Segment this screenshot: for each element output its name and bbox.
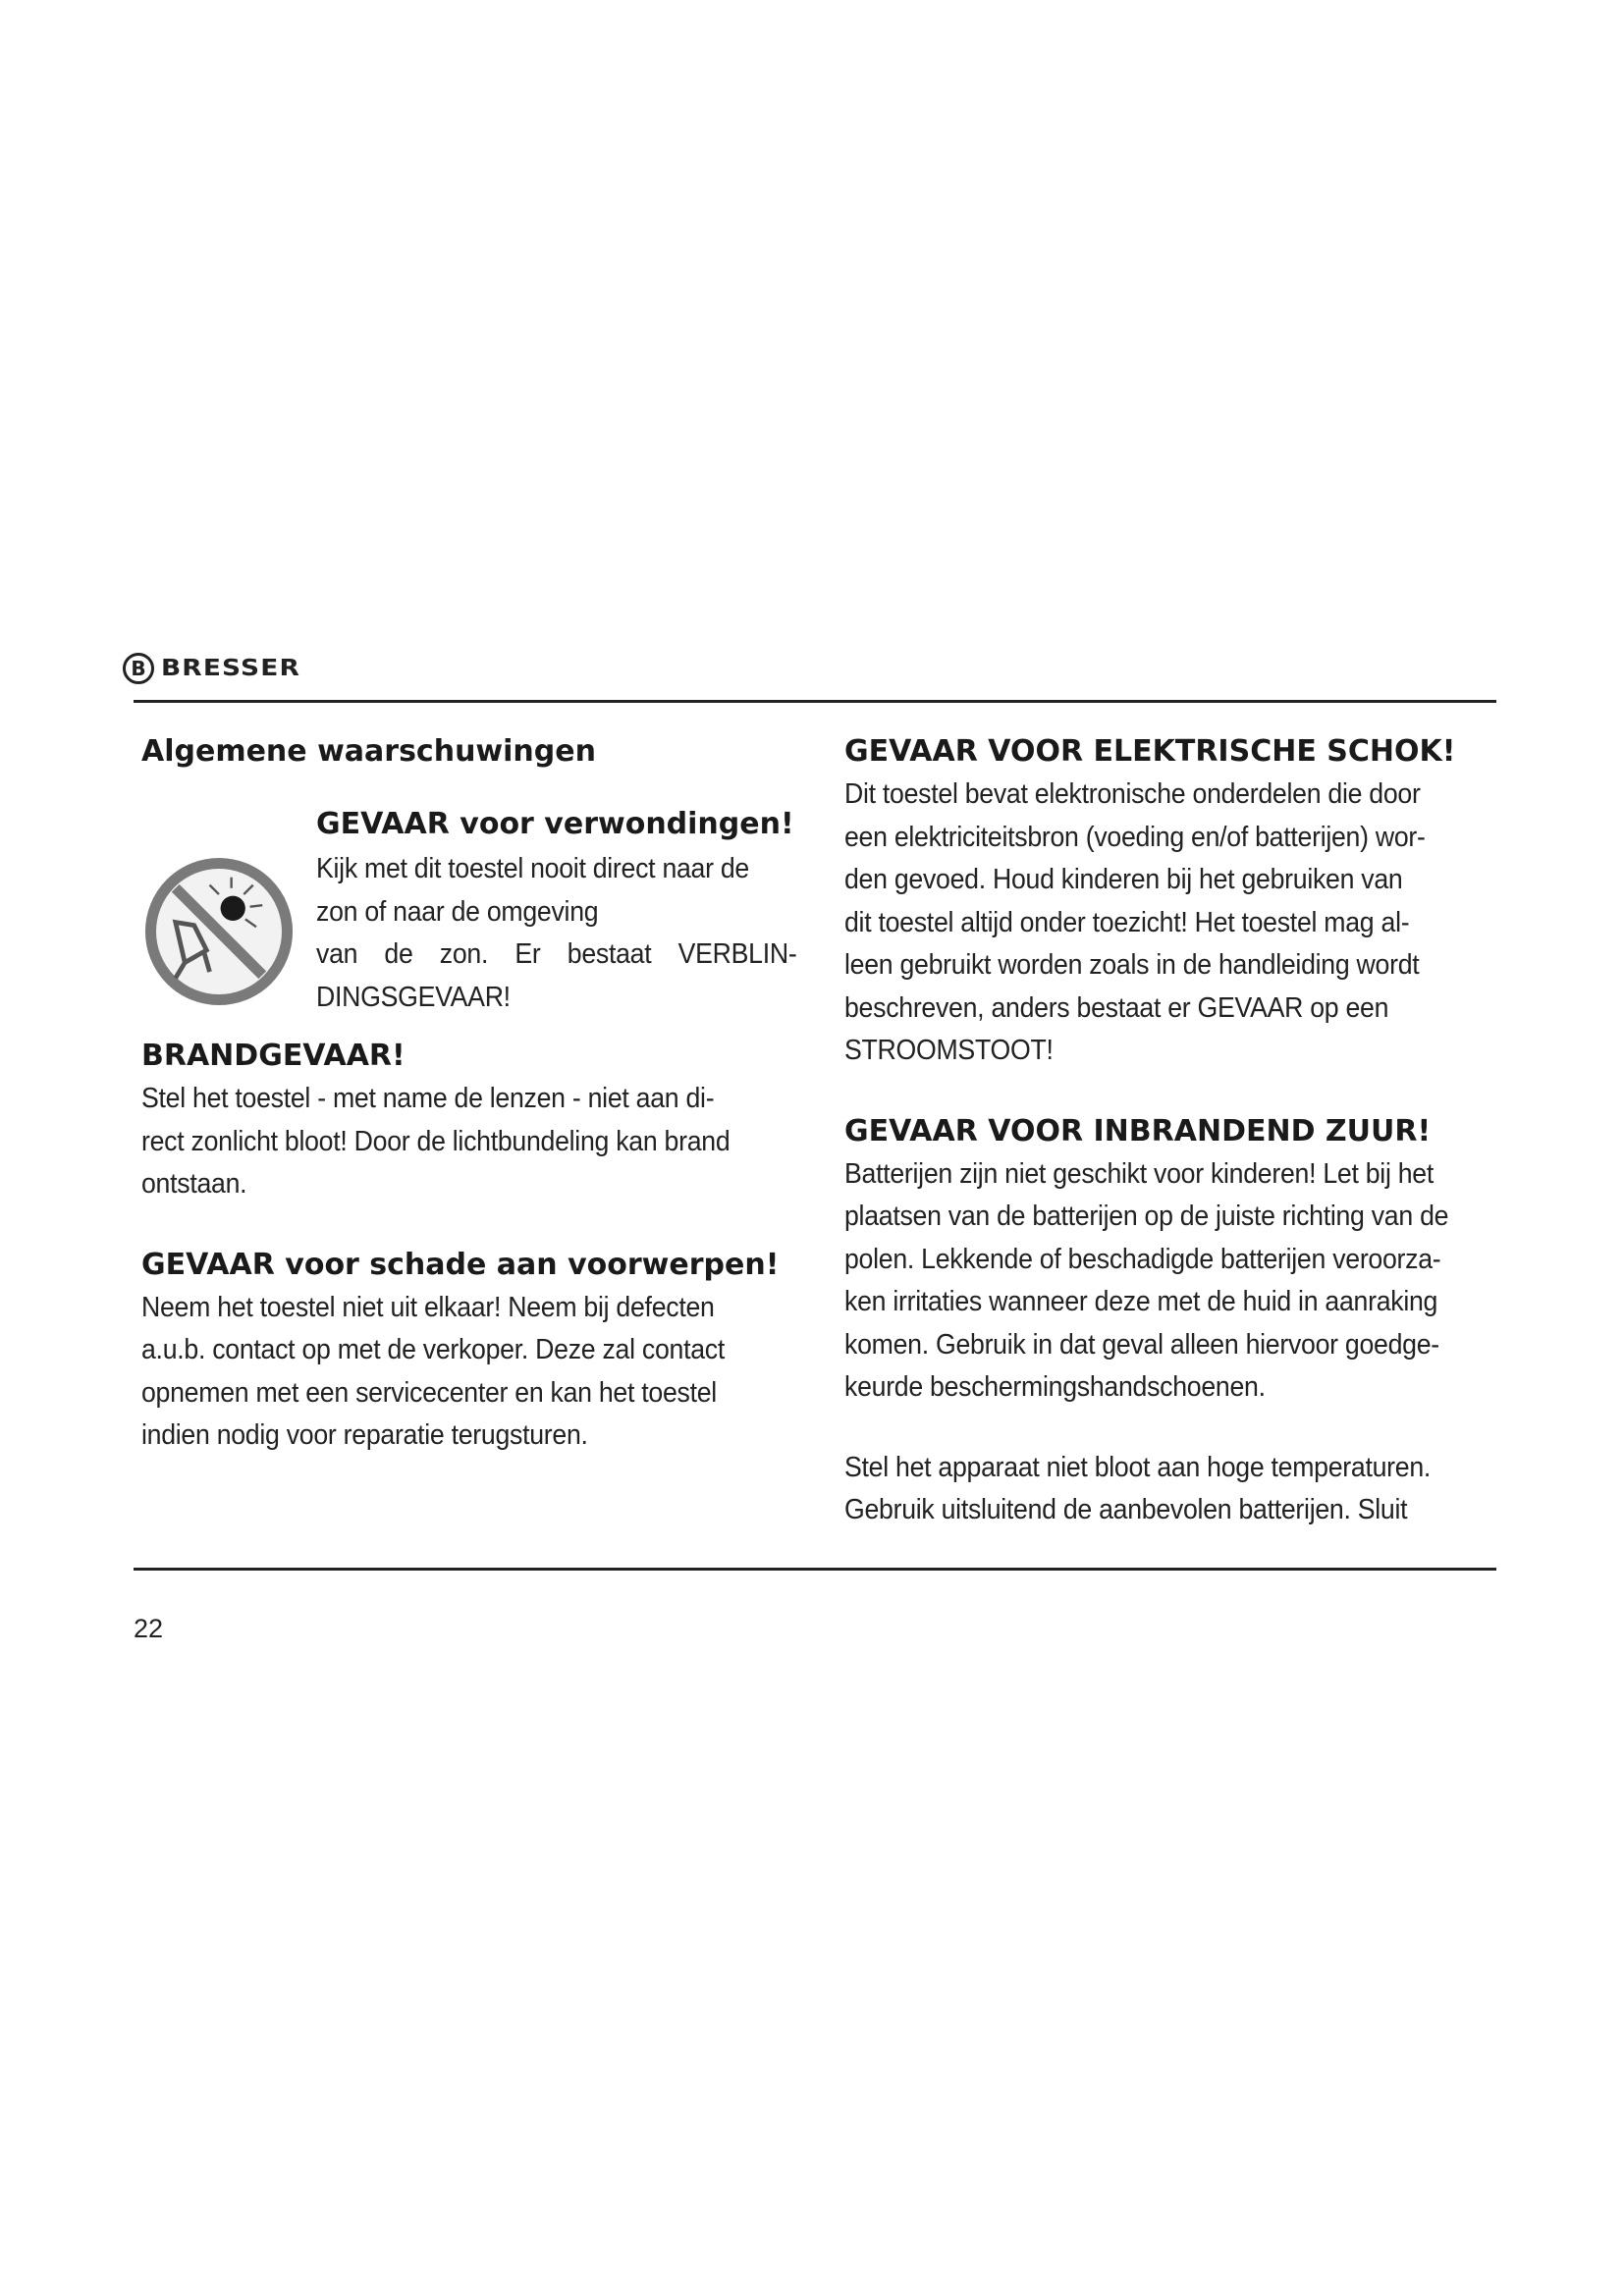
injury-warning-text [316, 803, 797, 1019]
fire-hazard-body [141, 1078, 799, 1206]
electric-shock-body [844, 774, 1502, 1073]
text-line: zon of naar de omgeving [316, 895, 599, 928]
text-line: Stel het apparaat niet bloot aan hoge temperaturen. [844, 1451, 1432, 1483]
text-line: a.u.b. contact op met de verkoper. Deze zal contact [141, 1334, 725, 1365]
injury-warning-heading: GEVAAR voor verwondingen! [316, 807, 794, 841]
header-rule [134, 700, 1496, 703]
text-line: een elektriciteitsbron (voeding en/of batterijen) wor- [844, 821, 1426, 853]
injury-warning-body [316, 848, 796, 1019]
text-line: ken irritaties wanneer deze met de huid in aanraking [844, 1286, 1438, 1317]
footer-rule [134, 1568, 1496, 1571]
acid-burn-heading: GEVAAR VOOR INBRANDEND ZUUR! [844, 1113, 1432, 1148]
property-damage-body [141, 1287, 799, 1458]
bresser-logo [122, 652, 301, 685]
text-line: Batterijen zijn niet geschikt voor kinderen! Let bij het [844, 1157, 1435, 1190]
text-line: Stel het toestel - met name de lenzen - niet aan di- [141, 1083, 715, 1114]
text-line: leen gebruikt worden zoals in de handleiding wordt [844, 949, 1420, 981]
text-line: DINGSGEVAAR! [316, 981, 511, 1013]
logo-letter: B [131, 657, 146, 680]
brand-name: BRESSER [161, 656, 301, 681]
text-line: polen. Lekkende of beschadigde batterijen veroorza- [844, 1243, 1441, 1275]
text-line: opnemen met een servicecenter en kan het toestel [141, 1376, 717, 1409]
closing-body [844, 1447, 1502, 1532]
property-damage-heading: GEVAAR voor schade aan voorwerpen! [141, 1247, 780, 1282]
text-line: Neem het toestel niet uit elkaar! Neem bij defecten [141, 1291, 715, 1323]
bresser-logo-icon [122, 652, 155, 685]
injury-warning-block [141, 803, 799, 1019]
text-line: STROOMSTOOT! [844, 1035, 1054, 1066]
page-number: 22 [134, 1614, 164, 1643]
text-line: indien nodig voor reparatie terugsturen. [141, 1419, 588, 1451]
text-line: komen. Gebruik in dat geval alleen hiervoor goedge- [844, 1328, 1439, 1361]
text-line: plaatsen van de batterijen op de juiste richting van de [844, 1201, 1449, 1232]
text-line: van de zon. Er bestaat VERBLIN- [316, 938, 797, 970]
section-title: Algemene waarschuwingen [141, 734, 596, 769]
left-column [141, 730, 799, 1458]
text-line: rect zonlicht bloot! Door de lichtbundeling kan brand [141, 1125, 731, 1157]
fire-hazard-heading: BRANDGEVAAR! [141, 1039, 406, 1073]
text-line: dit toestel altijd onder toezicht! Het toestel mag al- [844, 906, 1410, 938]
acid-burn-body [844, 1153, 1502, 1410]
no-sun-viewing-icon [141, 854, 297, 1009]
text-line: den gevoed. Houd kinderen bij het gebruiken van [844, 864, 1403, 895]
text-line: ontstaan. [141, 1168, 247, 1200]
text-line: beschreven, anders bestaat er GEVAAR op een [844, 991, 1389, 1024]
electric-shock-heading: GEVAAR VOOR ELEKTRISCHE SCHOK! [844, 734, 1456, 769]
text-line: Kijk met dit toestel nooit direct naar de [316, 853, 749, 884]
text-line: Gebruik uitsluitend de aanbevolen batterijen. Sluit [844, 1494, 1408, 1525]
text-line: Dit toestel bevat elektronische onderdelen die door [844, 778, 1421, 810]
right-column [844, 730, 1502, 1532]
text-line: keurde beschermingshandschoenen. [844, 1371, 1266, 1403]
